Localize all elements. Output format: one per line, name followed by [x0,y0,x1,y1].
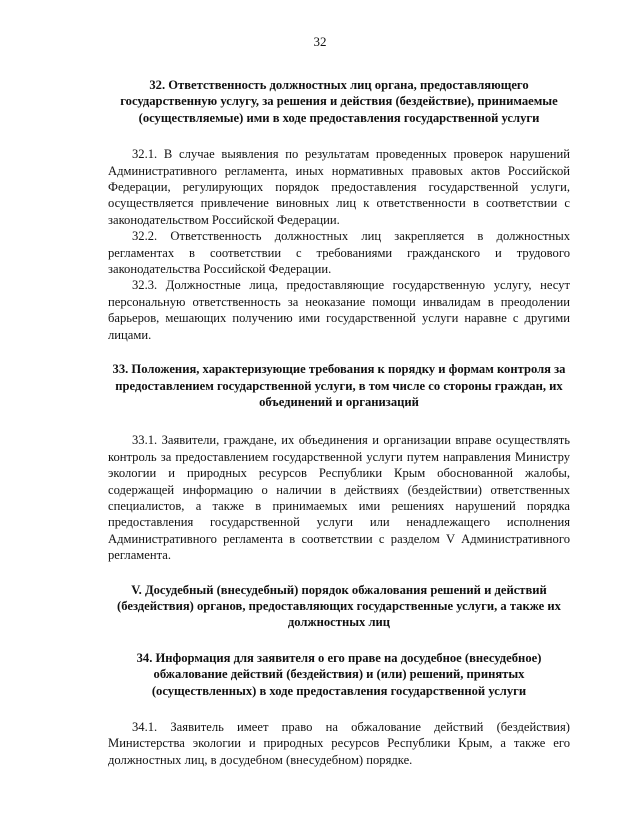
page-number: 32 [313,34,327,49]
paragraph-34-1: 34.1. Заявитель имеет право на обжалование действий (бездействия) Министерства экологии и природных ресурсов Республики Крым, а также его должностных лиц, в досудебном (внесудебном) порядке. [108,720,570,767]
section-33-heading: 33. Положения, характеризующие требования к порядку и формам контроля за предоставлением государственной услуги, в том числе со стороны граждан, их объединений и организаций [112,362,566,409]
paragraph-32-3: 32.3. Должностные лица, предоставляющие государственную услугу, несут персональную ответственность за неоказание помощи инвалидам в преодолении барьеров, мешающих получению ими государственной услуги наравне с другими лицами. [108,278,570,342]
document-body [108,77,570,768]
paragraph-32-1: 32.1. В случае выявления по результатам проведенных проверок нарушений Административного регламента, иных нормативных правовых актов Российской Федерации, регулирующих порядок предоставления государственной услуги, осуществляется привлечение виновных лиц к ответственности в соответствии с законодательством Российской Федерации. [108,147,570,227]
paragraph-32-2: 32.2. Ответственность должностных лиц закрепляется в должностных регламентах в соответствии с требованиями гражданского и трудового законодательства Российской Федерации. [108,229,570,277]
section-v-heading: V. Досудебный (внесудебный) порядок обжалования решений и действий (бездействия) органов, предоставляющих государственные услуги, а также их должностных лиц [117,582,561,630]
section-34-heading: 34. Информация для заявителя о его праве на досудебное (внесудебное) обжалование действий (бездействия) и (или) решений, принятых (осуществленных) в ходе предоставления государственной услуги [136,650,542,698]
paragraph-33-1: 33.1. Заявители, граждане, их объединения и организации вправе осуществлять контроль за предоставлением государственной услуги путем направления Министру экологии и природных ресурсов Республики Крым обоснованной жалобы, содержащей информацию о наличии в действиях (бездействии) ответственных специалистов, а также в принимаемых ими решениях нарушений порядка предоставления государственной услуги или ненадлежащего исполнения Административного регламента в соответствии с разделом V Административного регламента. [108,433,570,563]
section-32-heading: 32. Ответственность должностных лиц органа, предоставляющего государственную услугу, за решения и действия (бездействие), принимаемые (осуществляемые) ими в ходе предоставления государственной услуги [120,78,558,125]
